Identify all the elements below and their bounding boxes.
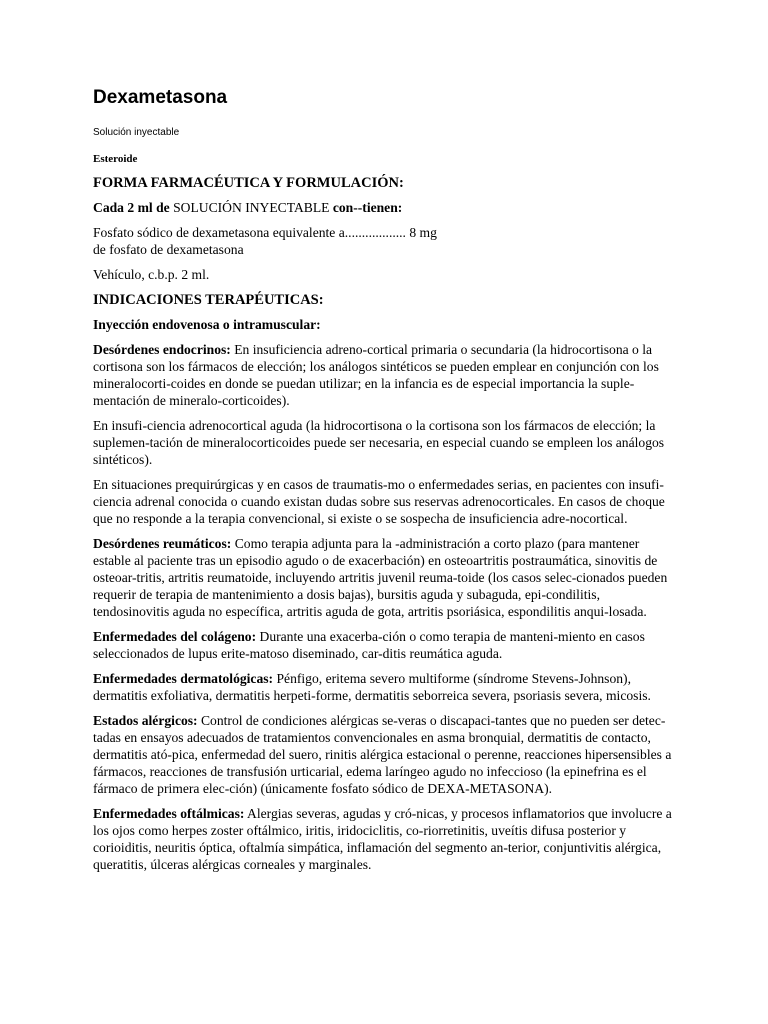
document-title: Dexametasona xyxy=(93,87,228,108)
paragraph-text: Como terapia adjunta para la -administración a corto plazo (para mantener estable al paciente tras un episodio agudo o de exacerbación) en osteoartritis postraumática, sinovitis de osteoar-tritis, artritis reumatoide, incluyendo artritis juvenil reuma-toide (los casos selec-cionados pueden requerir de terapia de mantenimiento a dosis bajas), bursitis aguda y subaguda, epi-condilitis, tendosinovitis aguda no específica, artritis aguda de gota, artritis psoriásica, espondilitis anqui-losada. xyxy=(93,536,668,619)
section-heading-formulation: FORMA FARMACÉUTICA Y FORMULACIÓN: xyxy=(93,175,404,191)
route-heading: Inyección endovenosa o intramuscular: xyxy=(93,317,321,332)
formula-vehicle: Vehículo, c.b.p. 2 ml. xyxy=(93,267,210,282)
paragraph xyxy=(93,805,678,873)
paragraph-text: En insufi-ciencia adrenocortical aguda (la hidrocortisona o la cortisona son los fármacos de elección; la suplemen-tación de mineralocorticoides puede ser necesaria, en especial cuando se empleen los análogos sintéticos). xyxy=(93,418,665,467)
paragraph-label: Estados alérgicos: xyxy=(93,713,198,728)
paragraph-text: En insuficiencia adreno-cortical primaria o secundaria (la hidrocortisona o la cortisona son los fármacos de elección; los análogos sintéticos se pueden emplear en conjunción con los mineralocorti-coides en donde se puedan utilizar; en la infancia es de especial importancia la suple-mentación de mineralo-corticoides). xyxy=(93,342,659,408)
paragraph xyxy=(93,670,678,704)
paragraph xyxy=(93,535,678,620)
paragraph xyxy=(93,712,678,797)
paragraph xyxy=(93,341,678,409)
paragraph xyxy=(93,417,678,468)
section-heading-indications: INDICACIONES TERAPÉUTICAS: xyxy=(93,292,324,308)
formula-line-2: de fosfato de dexametasona xyxy=(93,242,244,257)
paragraph-label: Enfermedades del colágeno: xyxy=(93,629,257,644)
paragraph-label: Enfermedades dermatológicas: xyxy=(93,671,274,686)
paragraph-text: Pénfigo, eritema severo multiforme (síndrome Stevens-Johnson), dermatitis exfoliativa, dermatitis herpeti-forme, dermatitis seborreica severa, psoriasis severa, micosis. xyxy=(93,671,651,703)
formula-intro xyxy=(93,199,678,216)
paragraph-text: Alergias severas, agudas y cró-nicas, y procesos inflamatorios que involucre a los ojos como herpes zoster oftálmico, iritis, iridociclitis, co-riorretinitis, uveítis difusa posterior y corioiditis, neuritis óptica, oftalmía simpática, inflamación del segmento an-terior, conjuntivitis alérgica, queratitis, úlceras alérgicas corneales y marginales. xyxy=(93,806,672,872)
paragraph-label: Enfermedades oftálmicas: xyxy=(93,806,245,821)
paragraph-text: En situaciones prequirúrgicas y en casos de traumatis-mo o enfermedades serias, en pacientes con insufi-ciencia adrenal conocida o cuando existan dudas sobre sus reservas adrenocorticales. En casos de choque que no responde a la terapia convencional, si existe o se sospecha de insuficiencia adre-nocortical. xyxy=(93,477,665,526)
formula-composition xyxy=(93,224,678,258)
paragraph-text: Control de condiciones alérgicas se-veras o discapaci-tantes que no pueden ser detec-tadas en ensayos adecuados de tratamientos convencionales en asma bronquial, dermatitis de contacto, dermatitis ató-pica, enfermedad del suero, rinitis alérgica estacional o perenne, reacciones hipersensibles a fármacos, reacciones de transfusión urticarial, edema laríngeo agudo no infeccioso (la epinefrina es el fármaco de primera elec-ción) (únicamente fosfato sódico de DEXA-METASONA). xyxy=(93,713,672,796)
paragraph-label: Desórdenes reumáticos: xyxy=(93,536,232,551)
formula-intro-a: Cada 2 ml de xyxy=(93,200,170,215)
formula-intro-b: SOLUCIÓN INYECTABLE xyxy=(169,200,333,215)
document-subtitle: Solución inyectable xyxy=(93,127,180,138)
formula-intro-c: con--tienen: xyxy=(332,200,403,215)
paragraph xyxy=(93,476,678,527)
paragraph xyxy=(93,628,678,662)
paragraph-text: Durante una exacerba-ción o como terapia de manteni-miento en casos seleccionados de lupus erite-matoso diseminado, car-ditis reumática aguda. xyxy=(93,629,645,661)
formula-line-1: Fosfato sódico de dexametasona equivalente a.................. 8 mg xyxy=(93,225,437,240)
drug-category: Esteroide xyxy=(93,153,138,165)
paragraph-label: Desórdenes endocrinos: xyxy=(93,342,231,357)
